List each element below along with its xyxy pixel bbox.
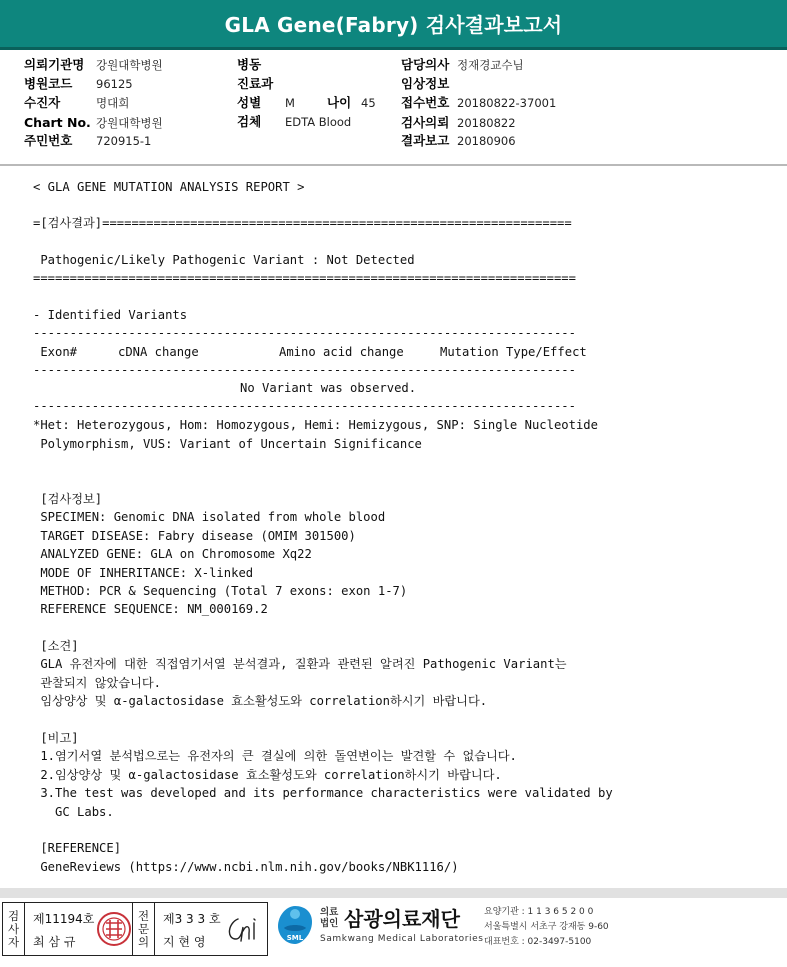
value-doctor: 정재경교수님 [457, 58, 524, 72]
opinion-line-3: 임상양상 및 α-galactosidase 효소활성도와 correlation하시기 바랍니다. [33, 694, 488, 708]
reference-line: GeneReviews (https://www.ncbi.nlm.nih.gov/books/NBK1116/) [33, 860, 459, 874]
org-phone: 대표번호 : 02-3497-5100 [484, 937, 592, 947]
specialist-name: 지 현 영 [163, 935, 206, 949]
organization-block [272, 902, 787, 958]
test-info-specimen: SPECIMEN: Genomic DNA isolated from whole blood [33, 510, 386, 524]
label-institution: 의뢰기관명 [24, 57, 85, 72]
label-doctor: 담당의사 [401, 57, 450, 72]
label-report-date: 결과보고 [401, 133, 450, 148]
role-char: 자 [7, 934, 20, 949]
result-line: Pathogenic/Likely Pathogenic Variant : Not Detected [33, 253, 415, 267]
role-char: 전 [137, 908, 150, 923]
report-heading: < GLA GENE MUTATION ANALYSIS REPORT > [33, 180, 305, 194]
test-info-method: METHOD: PCR & Sequencing (Total 7 exons: exon 1-7) [33, 584, 408, 598]
reference-title: [REFERENCE] [33, 841, 122, 855]
label-reception-no: 접수번호 [401, 95, 450, 110]
info-row-reception-no [401, 94, 557, 112]
label-age: 나이 [327, 95, 352, 110]
role-label-examiner [3, 903, 25, 955]
logo-text: SML [286, 934, 304, 942]
label-hospital-code: 병원코드 [24, 76, 73, 91]
value-request-date: 20180822 [457, 116, 516, 130]
label-resident-no: 주민번호 [24, 133, 73, 148]
test-info-reference-sequence: REFERENCE SEQUENCE: NM_000169.2 [33, 602, 268, 616]
table-rule-mid: -------------------------------------------------------------------------- [33, 363, 576, 377]
info-row-doctor [401, 56, 524, 74]
role-char: 문 [137, 921, 150, 936]
report-body [0, 166, 787, 888]
examiner-license: 제11194호 [33, 912, 95, 926]
label-request-date: 검사의뢰 [401, 115, 450, 130]
info-row-patient [24, 94, 130, 112]
footnote-line-1: *Het: Heterozygous, Hom: Homozygous, Hemi: Hemizygous, SNP: Single Nucleotide [33, 418, 598, 432]
info-row-report-date [401, 132, 516, 150]
org-legal-bottom: 법인 [320, 918, 339, 929]
examiner-seal-icon [96, 911, 132, 947]
result-equals-rule: ========================================================================== [33, 271, 576, 285]
value-specimen: EDTA Blood [285, 115, 352, 129]
signature-box [2, 902, 268, 956]
value-resident-no: 720915-1 [96, 134, 152, 148]
info-row-specimen [237, 113, 352, 131]
opinion-title: [소견] [33, 639, 79, 653]
test-info-title: [검사정보] [33, 492, 103, 506]
remarks-line-4: GC Labs. [33, 805, 114, 819]
result-section-header: =[검사결과]================================================================ [33, 216, 572, 230]
table-rule-top: -------------------------------------------------------------------------- [33, 326, 576, 340]
test-info-analyzed-gene: ANALYZED GENE: GLA on Chromosome Xq22 [33, 547, 312, 561]
value-chart-no: 강원대학병원 [96, 116, 163, 130]
remarks-title: [비고] [33, 731, 79, 745]
info-row-institution [24, 56, 163, 74]
value-sex: M [285, 96, 295, 110]
identified-variants-heading: - Identified Variants [33, 308, 188, 322]
label-patient: 수진자 [24, 95, 61, 110]
role-label-specialist [133, 903, 155, 955]
info-row-clinical-info [401, 75, 449, 93]
sml-logo-icon [272, 902, 318, 948]
test-info-inheritance: MODE OF INHERITANCE: X-linked [33, 566, 254, 580]
label-sex: 성별 [237, 95, 262, 110]
examiner-name: 최 삼 규 [33, 935, 76, 949]
specialist-license: 제3 3 3 호 [163, 912, 221, 926]
info-row-request-date [401, 114, 516, 132]
org-english-name: Samkwang Medical Laboratories [320, 934, 484, 944]
role-char: 의 [137, 934, 150, 949]
org-care-number: 요양기관 : 1 1 3 6 5 2 0 0 [484, 907, 594, 917]
footnote-line-2: Polymorphism, VUS: Variant of Uncertain Significance [33, 437, 422, 451]
org-name: 삼광의료재단 [344, 907, 460, 931]
value-hospital-code: 96125 [96, 77, 133, 91]
value-reception-no: 20180822-37001 [457, 96, 557, 110]
test-info-target-disease: TARGET DISEASE: Fabry disease (OMIM 301500) [33, 529, 356, 543]
no-variant-text: No Variant was observed. [240, 381, 417, 395]
role-char: 검 [7, 908, 20, 923]
org-address: 서울특별시 서초구 강재동 9-60 [484, 922, 609, 932]
remarks-line-1: 1.염기서열 분석법으로는 유전자의 큰 결실에 의한 돌연변이는 발견할 수 없습니다. [33, 749, 517, 763]
label-ward: 병동 [237, 57, 262, 72]
col-amino-acid-change: Amino acid change [279, 345, 404, 359]
info-row-chart-no [24, 114, 163, 132]
col-cdna-change: cDNA change [118, 345, 199, 359]
table-rule-bottom: -------------------------------------------------------------------------- [33, 399, 576, 413]
report-title-bar [0, 0, 787, 50]
info-row-department [237, 75, 273, 93]
remarks-line-3: 3.The test was developed and its performance characteristics were validated by [33, 786, 613, 800]
info-row-hospital-code [24, 75, 133, 93]
label-clinical-info: 임상정보 [401, 76, 450, 91]
value-report-date: 20180906 [457, 134, 516, 148]
report-title: GLA Gene(Fabry) 검사결과보고서 [224, 13, 563, 37]
org-legal-top: 의료 [320, 907, 339, 918]
specialist-signature-icon [224, 911, 264, 947]
info-row-ward [237, 56, 261, 74]
value-age: 45 [361, 96, 376, 110]
remarks-line-2: 2.임상양상 및 α-galactosidase 효소활성도와 correlation하시기 바랍니다. [33, 768, 502, 782]
value-patient: 명대희 [96, 96, 130, 110]
label-chart-no: Chart No. [24, 115, 91, 130]
opinion-line-1: GLA 유전자에 대한 직접염기서열 분석결과, 질환과 관련된 알려진 Pathogenic Variant는 [33, 657, 567, 671]
value-institution: 강원대학병원 [96, 58, 163, 72]
footer-band [0, 888, 787, 898]
label-specimen: 검체 [237, 114, 262, 129]
label-department: 진료과 [237, 76, 274, 91]
col-exon: Exon# [33, 345, 78, 359]
opinion-line-2: 관찰되지 않았습니다. [33, 676, 161, 690]
col-mutation-type: Mutation Type/Effect [440, 345, 587, 359]
info-row-resident-no [24, 132, 152, 150]
info-row-sex-age [237, 94, 387, 112]
role-char: 사 [7, 921, 20, 936]
patient-info-header [0, 52, 787, 164]
